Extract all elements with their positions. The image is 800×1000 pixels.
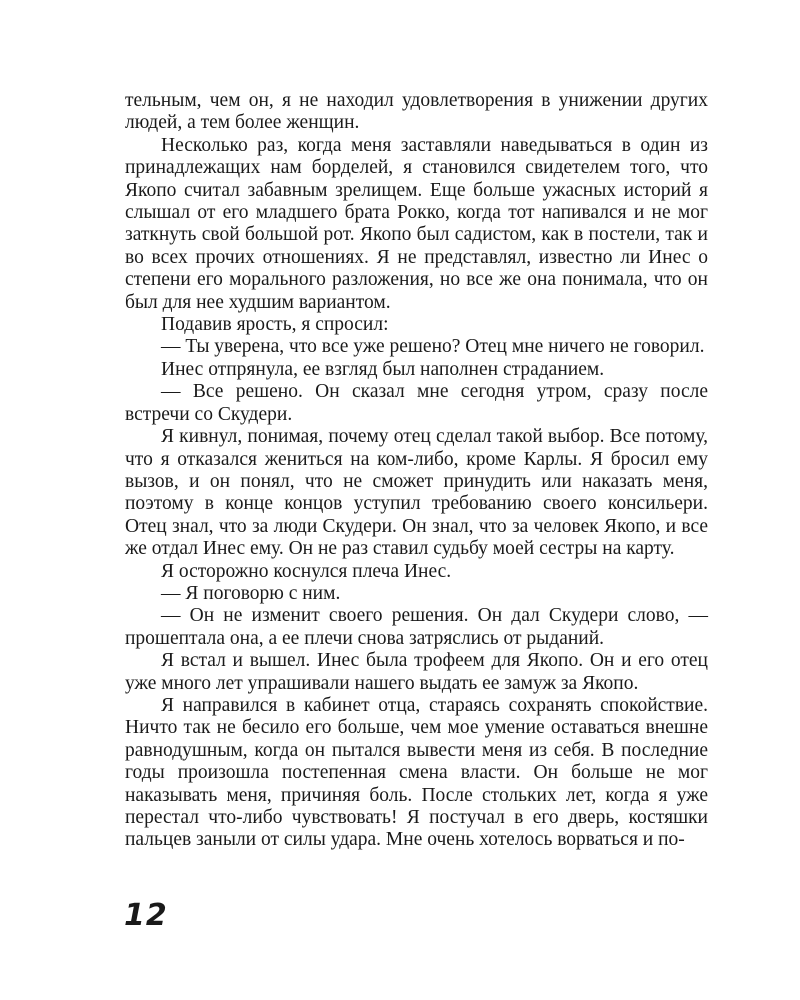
dialogue-line: — Он не изменит своего решения. Он дал Скудери слово, — прошептала она, а ее плечи снова затряслись от рыданий. xyxy=(125,605,708,649)
paragraph-continuation: тельным, чем он, я не находил удовлетворения в унижении других людей, а тем более женщин. xyxy=(125,90,708,134)
paragraph: Инес отпрянула, ее взгляд был наполнен страданием. xyxy=(161,358,605,380)
dialogue-line: — Я поговорю с ним. xyxy=(161,582,341,604)
paragraph: Я встал и вышел. Инес была трофеем для Якопо. Он и его отец уже много лет упрашивали нашего выдать ее замуж за Якопо. xyxy=(125,650,708,694)
paragraph: Я направился в кабинет отца, стараясь сохранять спокойствие. Ничто так не бесило его больше, чем мое умение оставаться внешне равнодушным, когда он пытался вывести меня из себя. В последние годы произошла постепенная смена власти. Он больше не мог наказывать меня, причиняя боль. После стольких лет, когда я уже перестал что-либо чувствовать! Я постучал в его дверь, костяшки пальцев заныли от силы удара. Мне очень хотелось ворваться и по- xyxy=(125,694,708,851)
paragraph: Несколько раз, когда меня заставляли наведываться в один из принадлежащих нам борделей, я становился свидетелем того, что Якопо считал забавным зрелищем. Еще больше ужасных историй я слышал от его младшего брата Рокко, когда тот напивался и не мог заткнуть свой большой рот. Якопо был садистом, как в постели, так и во всех прочих отношениях. Я не представлял, известно ли Инес о степени его морального разложения, но все же она понимала, что он был для нее худшим вариантом. xyxy=(125,134,708,313)
page-number: 12 xyxy=(124,898,168,933)
body-text xyxy=(125,90,708,852)
paragraph: Я осторожно коснулся плеча Инес. xyxy=(161,560,452,582)
paragraph: Я кивнул, понимая, почему отец сделал такой выбор. Все потому, что я отказался жениться на ком-либо, кроме Карлы. Я бросил ему вызов, и он понял, что не сможет принудить или наказать меня, поэтому в конце концов уступил требованию своего консильери. Отец знал, что за люди Скудери. Он знал, что за человек Якопо, и все же отдал Инес ему. Он не раз ставил судьбу моей сестры на карту. xyxy=(125,426,708,560)
paragraph: Подавив ярость, я спросил: xyxy=(161,314,389,336)
dialogue-line: — Ты уверена, что все уже решено? Отец мне ничего не говорил. xyxy=(161,336,705,358)
dialogue-line: — Все решено. Он сказал мне сегодня утром, сразу после встречи со Скудери. xyxy=(125,381,708,425)
